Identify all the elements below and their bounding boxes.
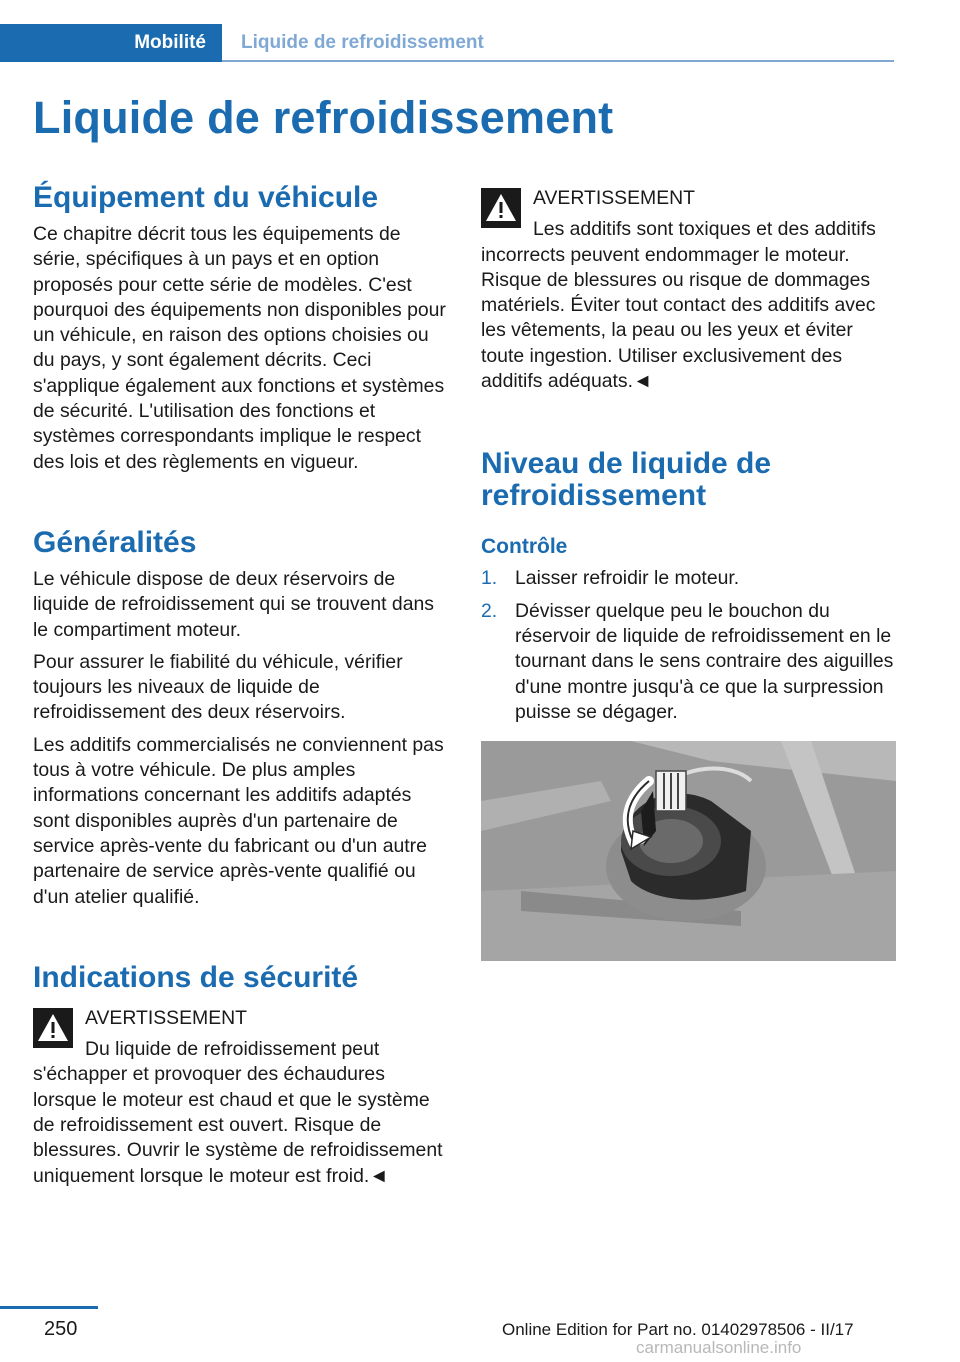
check-steps-list [481,566,895,725]
right-column [481,186,895,961]
general-paragraph-1: Le véhicule dispose de deux réservoirs de liquide de refroidissement qui se trouvent dans le compartiment moteur. [33,567,434,641]
general-heading: Généralités [33,525,197,559]
safety-heading: Indications de sécurité [33,960,359,994]
level-heading: Niveau de liquide de refroidissement [481,447,772,513]
edition-note: Online Edition for Part no. 01402978506 - II/17 [502,1320,854,1339]
warning-label: AVERTISSEMENT [533,187,695,209]
warning-text: Du liquide de refroidissement peut s'échapper et provoquer des échaudures lorsque le moteur est chaud et que le système de refroidissement est ouvert. Risque de blessures. Ouvrir le système de refroidissement uniquement lorsque le moteur est froid.◄ [33,1038,443,1187]
page-number: 250 [44,1318,78,1340]
list-item [481,566,895,591]
warning-triangle-icon [33,1008,73,1048]
left-column [33,180,447,1189]
general-paragraph-2: Pour assurer le fiabilité du véhicule, vérifier toujours les niveaux de liquide de refroidissement des deux réservoirs. [33,650,403,724]
warning-text: Les additifs sont toxiques et des additifs incorrects peuvent endommager le moteur. Risque de blessures ou risque de dommages matériels. Éviter tout contact des additifs avec les vêtements, la peau ou les yeux et éviter toute ingestion. Utiliser exclusivement des additifs adéquats.◄ [481,218,876,393]
warning-label: AVERTISSEMENT [85,1006,247,1029]
list-item [481,599,895,725]
coolant-cap-image [481,741,896,961]
check-heading: Contrôle [481,535,568,559]
footer-rule [0,1306,98,1309]
header-breadcrumb [222,24,894,62]
page-title: Liquide de refroidissement [33,92,614,143]
step-text: Dévisser quelque peu le bouchon du réservoir de liquide de refroidissement en le tournant dans le sens contraire des aiguilles d'une montre jusqu'à ce que la surpression puisse se dégager. [515,599,894,723]
header-section-tab [0,24,222,62]
warning-triangle-icon [481,188,521,228]
general-paragraph-3: Les additifs commercialisés ne conviennent pas tous à votre véhicule. De plus amples informations concernant les additifs adaptés sont disponibles auprès d'un partenaire de service après-vente du fabricant ou d'un autre partenaire de service après-vente qualifié ou d'un atelier qualifié. [33,733,444,908]
watermark: carmanualsonline.info [636,1338,802,1357]
step-text: Laisser refroidir le moteur. [515,567,740,590]
header-breadcrumb-label: Liquide de refroidissement [241,32,484,53]
coolant-cap-illustration [481,741,896,961]
step-number: 1. [481,567,498,590]
header-section-label: Mobilité [134,32,206,53]
equipment-text: Ce chapitre décrit tous les équipements de série, spécifiques à un pays et en option proposés pour cette série de modèles. C'est pourquoi des équipements non disponibles pour un véhicule, en raison des options choisies ou du pays, y sont également décrits. Ceci s'applique également aux fonctions et systèmes de sécurité. L'utilisation des fonctions et systèmes correspondants implique le respect des lois et des règlements en vigueur. [33,223,446,473]
warning-block-right [481,186,895,394]
equipment-heading: Équipement du véhicule [33,181,379,214]
step-number: 2. [481,599,498,622]
warning-block-left [33,1006,447,1189]
